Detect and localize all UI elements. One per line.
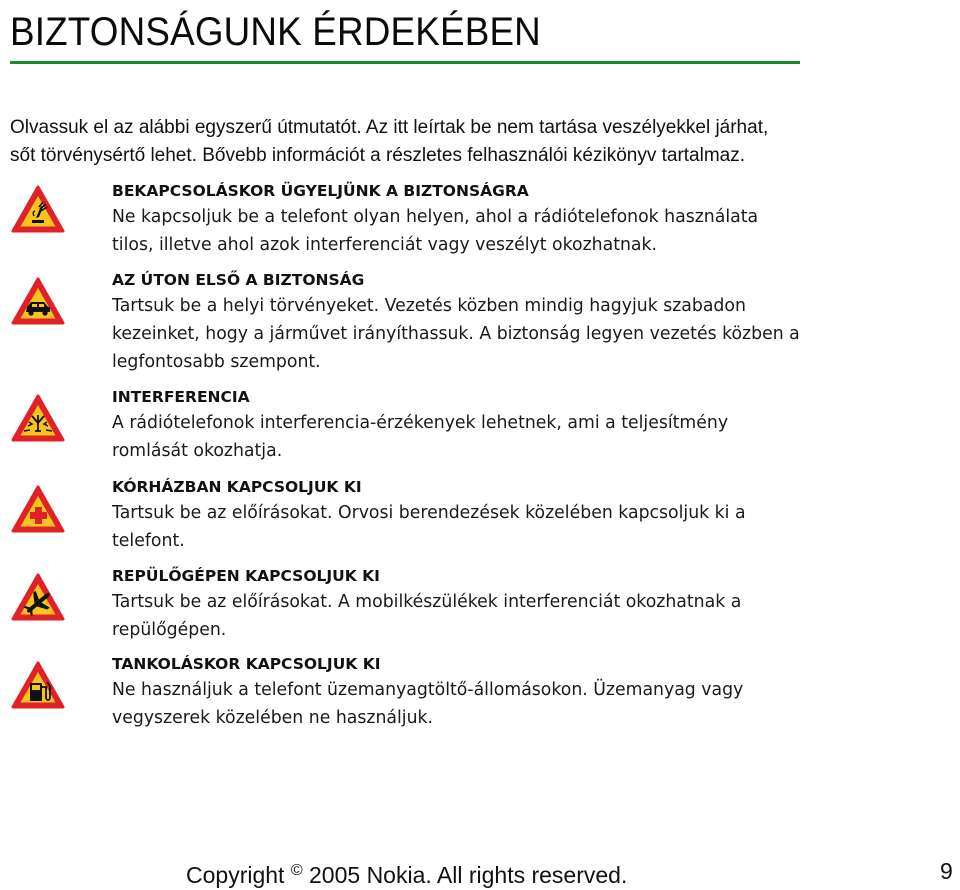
copyright-symbol: © [290, 862, 303, 879]
interference-antenna-icon [10, 393, 66, 443]
title-divider [10, 61, 800, 64]
section-heading: KÓRHÁZBAN KAPCSOLJUK KI [112, 478, 362, 496]
section-switch-on-safely [112, 181, 832, 259]
section-heading: REPÜLŐGÉPEN KAPCSOLJUK KI [112, 567, 380, 585]
car-icon [10, 276, 66, 326]
section-heading: TANKOLÁSKOR KAPCSOLJUK KI [112, 655, 381, 673]
section-body: Ne használjuk a telefont üzemanyagtöltő-állomásokon. Üzemanyag vagy vegyszerek közelében ne használjuk. [112, 679, 744, 728]
section-road-safety [112, 270, 832, 376]
page-title: BIZTONSÁGUNK ÉRDEKÉBEN [10, 10, 541, 54]
intro-line-1: Olvassuk el az alábbi egyszerű útmutatót. Az itt leírtak be nem tartása veszélyekkel járhat, [10, 117, 769, 138]
fuel-pump-icon [10, 660, 66, 710]
section-body: A rádiótelefonok interferencia-érzékenyek lehetnek, ami a teljesítmény romlását okozhatja. [112, 412, 729, 461]
section-aircraft [112, 566, 832, 644]
hospital-cross-icon [10, 484, 66, 534]
section-interference [112, 387, 832, 465]
page-number: 9 [940, 858, 953, 884]
copyright-footer [186, 856, 627, 890]
copyright-text: 2005 Nokia. All rights reserved. [309, 862, 628, 888]
section-heading: BEKAPCSOLÁSKOR ÜGYELJÜNK A BIZTONSÁGRA [112, 182, 529, 200]
intro-paragraph [10, 114, 870, 170]
section-body: Tartsuk be a helyi törvényeket. Vezetés közben mindig hagyjuk szabadon kezeinket, hogy a járművet irányíthassuk. A biztonság legyen vezetés közben a legfontosabb szempont. [112, 295, 800, 372]
copyright-word: Copyright [186, 862, 285, 888]
section-heading: AZ ÚTON ELSŐ A BIZTONSÁG [112, 271, 365, 289]
section-hospital [112, 477, 832, 555]
section-body: Ne kapcsoljuk be a telefont olyan helyen, ahol a rádiótelefonok használata tilos, illetve ahol azok interferenciát vagy veszélyt okozhatnak. [112, 206, 759, 255]
intro-line-2: sőt törvénysértő lehet. Bővebb információt a részletes felhasználói kézikönyv tartalmaz. [10, 145, 746, 166]
airplane-icon [10, 572, 66, 622]
switch-on-hand-icon [10, 184, 66, 234]
section-body: Tartsuk be az előírásokat. Orvosi berendezések közelében kapcsoljuk ki a telefont. [112, 502, 746, 551]
section-body: Tartsuk be az előírásokat. A mobilkészülékek interferenciát okozhatnak a repülőgépen. [112, 591, 742, 640]
section-heading: INTERFERENCIA [112, 388, 250, 406]
section-refuelling [112, 654, 832, 732]
